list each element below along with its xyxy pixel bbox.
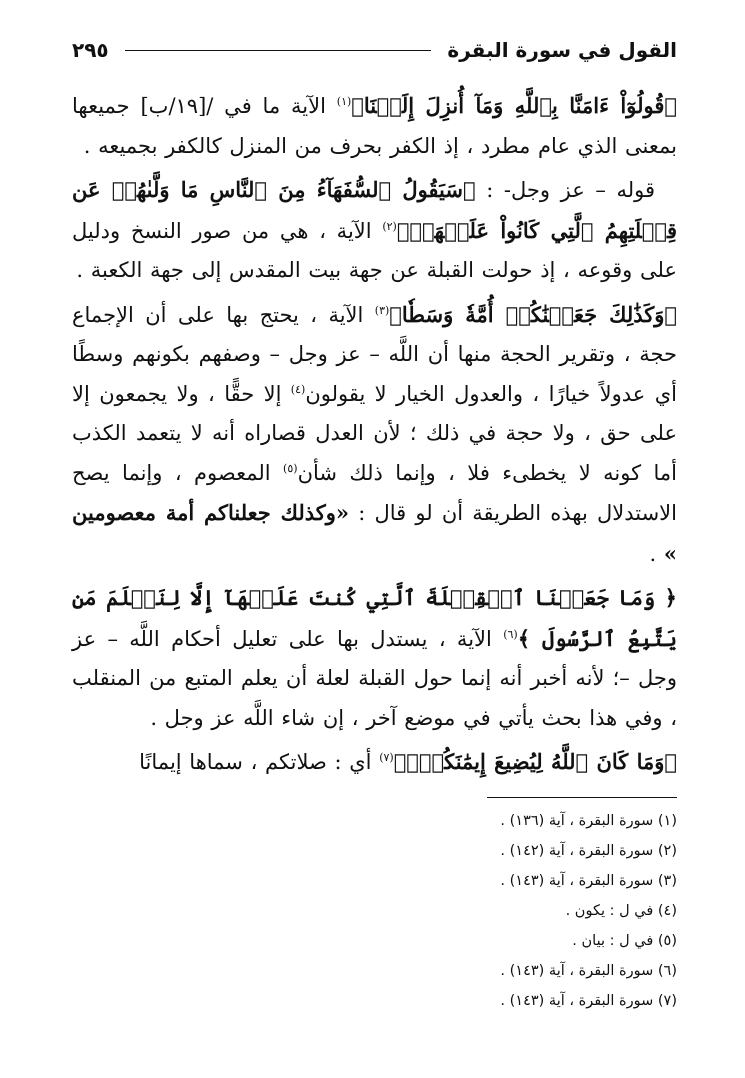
book-page	[72, 30, 677, 1060]
footnote-1: (١) سورة البقرة ، آية (١٣٦) .	[500, 812, 677, 829]
quran-verse: ﴿سَيَقُولُ ٱلسُّفَهَآءُ مِنَ ٱلنَّاسِ مَا وَلَّىٰهُمۡ عَن قِبۡلَتِهِمُ ٱلَّتِي كَانُواْ عَلَيۡهَاۚ﴾	[72, 177, 677, 243]
footnote-ref: (١)	[336, 95, 352, 108]
footnote-3: (٣) سورة البقرة ، آية (١٤٣) .	[500, 872, 677, 889]
footnote-2: (٢) سورة البقرة ، آية (١٤٢) .	[500, 842, 677, 859]
footnote-7: (٧) سورة البقرة ، آية (١٤٣) .	[500, 992, 677, 1009]
paragraph-4	[72, 578, 677, 738]
paragraph-text: الآية ، يستدل بها على تعليل أحكام اللَّه – عز وجل –؛ لأنه أخبر أنه إنما حول القبلة لعلة أن يعلم المتبع من المنقلب ، وفي هذا بحث يأتي في موضع آخر ، إن شاء اللَّه عز وجل .	[72, 626, 677, 730]
footnotes	[72, 806, 677, 1016]
footnote-ref: (٧)	[379, 751, 394, 764]
paragraph-text: أي : صلاتكم ، سماها إيمانًا	[139, 750, 380, 774]
footnote-ref: (٣)	[374, 303, 390, 317]
running-title: القول في سورة البقرة	[447, 38, 677, 62]
footnote-6: (٦) سورة البقرة ، آية (١٤٣) .	[500, 962, 677, 979]
footnote-ref: (٥)	[283, 461, 298, 475]
paragraph-text: قوله – عز وجل- :	[475, 178, 655, 202]
paragraph-text: المعصوم ، وإنما يصح الاستدلال بهذه الطريقة أن لو قال :	[72, 460, 677, 525]
paragraph-text: الآية ما في /[١٩/ب] جميعها بمعنى الذي عام مطرد ، إذ الكفر بحرف من المنزل كالكفر بجميعه .	[72, 94, 677, 158]
quran-verse: ﴿وَمَا كَانَ ٱللَّهُ لِيُضِيعَ إِيمَٰنَكُمۡۚ﴾	[393, 749, 677, 774]
paragraph-2	[72, 170, 677, 291]
footnote-ref: (٦)	[503, 627, 518, 641]
footnote-ref: (٤)	[290, 382, 306, 396]
quran-verse: ﴿قُولُوٓاْ ءَامَنَّا بِٱللَّهِ وَمَآ أُنزِلَ إِلَيۡنَا﴾	[351, 93, 677, 118]
paragraph-1	[72, 86, 677, 166]
quran-verse: ﴿وَكَذَٰلِكَ جَعَلۡنَٰكُمۡ أُمَّةٗ وَسَطٗا﴾	[389, 301, 677, 327]
footnote-rule	[487, 797, 677, 798]
quran-verse: ﴿ وَمَا جَعَلۡنَا ٱلۡقِبۡلَةَ ٱلَّتِي كُنتَ عَلَيۡهَآ إِلَّا لِنَعۡلَمَ مَن يَتَّبِعُ ٱلرَّسُولَ ﴾	[72, 585, 677, 651]
paragraph-text: .	[649, 541, 664, 566]
paragraph-text: الآية ، يحتج بها على أن الإجماع حجة ، وتقرير الحجة منها أن اللَّه – عز وجل – وصفهم بكونهم وسطًا أي عدولاً خيارًا ، والعدول الخيار لا يقولون	[72, 302, 677, 406]
footnote-4: (٤) في ل : يكون .	[565, 902, 677, 919]
page-number: ٢٩٥	[72, 38, 109, 62]
paragraph-5	[72, 742, 677, 783]
paragraph-text: إلا حقًّا ، ولا يجمعون إلا على حق ، ولا حجة في ذلك ؛ لأن العدل قصاراه أنه لا يتعمد الكذب أما كونه لا يخطىء فلا ، وإنما ذلك شأن	[72, 381, 677, 485]
body-text	[72, 86, 677, 783]
bold-quote: «وكذلك جعلناكم أمة معصومين »	[72, 500, 677, 566]
paragraph-text: الآية ، هي من صور النسخ ودليل على وقوعه ، إذ حولت القبلة عن جهة بيت المقدس إلى جهة الكعبة .	[72, 218, 677, 282]
page-header	[72, 30, 677, 70]
paragraph-3	[72, 295, 677, 575]
footnote-5: (٥) في ل : بيان .	[572, 932, 677, 949]
footnote-ref: (٢)	[382, 219, 397, 233]
header-rule	[125, 50, 432, 51]
